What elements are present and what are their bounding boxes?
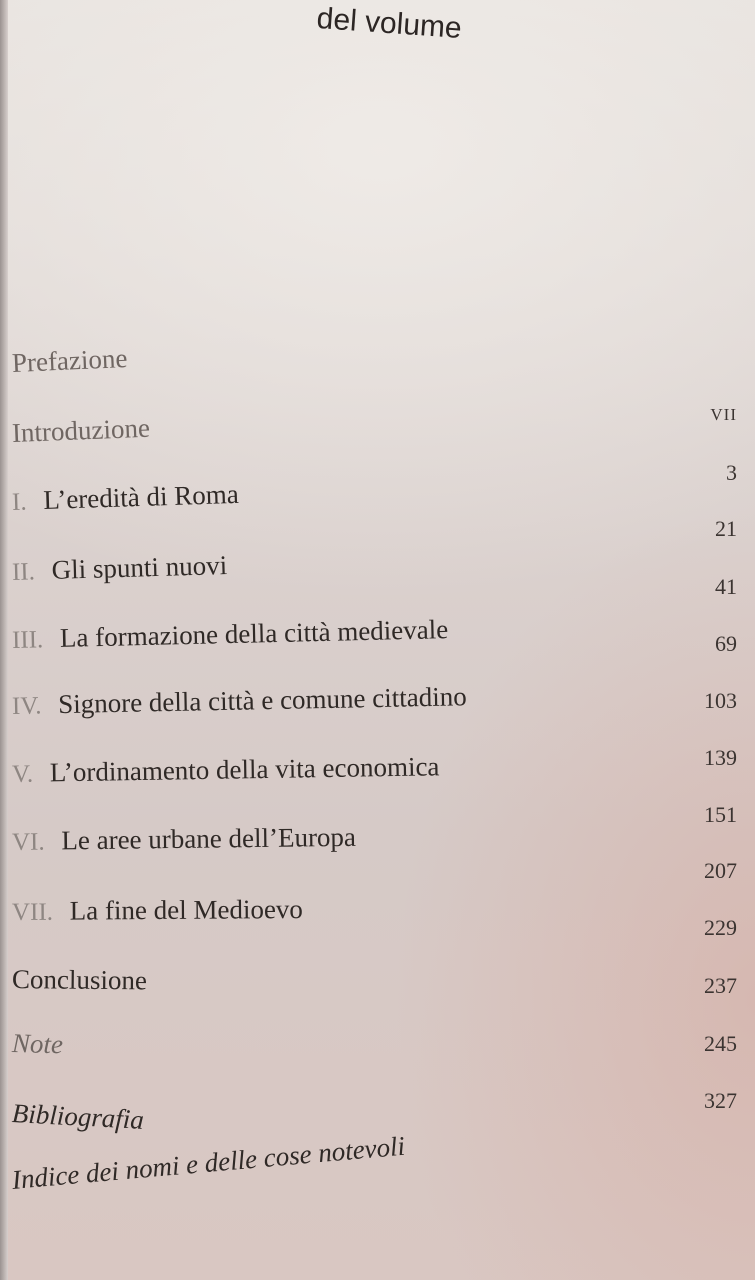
page-number: 151 [704,802,737,827]
toc-entry-chapter-2 [12,550,228,587]
chapter-number: V. [11,760,34,788]
page-number: VII [710,405,737,424]
toc-entry-title: La fine del Medioevo [69,893,303,926]
page-number: 207 [704,858,737,883]
toc-entry-chapter-3 [12,614,449,655]
toc-entry-chapter-6 [12,822,356,857]
page-number: 229 [704,915,737,940]
toc-entry-title: Gli spunti nuovi [51,549,228,585]
page-number: 237 [704,973,737,998]
toc-entry-title: Signore della città e comune cittadino [57,681,467,720]
page-number: 327 [704,1088,737,1113]
page-number: 41 [715,574,737,599]
chapter-number: III. [11,626,44,654]
page-number: 139 [704,745,737,770]
toc-entry-chapter-5 [12,751,440,789]
toc-entry-title: La formazione della città medievale [59,614,449,653]
toc-entry-title: Note [11,1028,64,1060]
toc-entry-title: L’ordinamento della vita economica [49,751,440,788]
toc-entry-chapter-7 [12,894,303,927]
toc-entry-title: Conclusione [11,964,148,996]
chapter-number: II. [11,558,36,586]
page-number: 69 [715,631,737,656]
toc-entry-chapter-1 [12,479,240,517]
toc-entry-title: Bibliografia [11,1098,145,1135]
page-number: 103 [704,688,737,713]
chapter-number: VII. [11,898,54,926]
toc-entry-title: Introduzione [11,412,151,448]
chapter-number: IV. [11,692,42,720]
toc-entry-title: L’eredità di Roma [42,478,240,516]
toc-entry-title: Prefazione [11,342,128,378]
page-number: 245 [704,1031,737,1056]
page-number: 3 [726,460,737,485]
toc-entry-title: Le aree urbane dell’Europa [61,821,357,856]
toc-entry-indice [11,1131,407,1196]
toc-entry-note [12,1028,64,1060]
toc-entry-title: Indice dei nomi e delle cose notevoli [10,1130,407,1195]
chapter-number: VI. [11,828,45,856]
chapter-number: I. [11,488,28,516]
toc-entry-bibliografia [11,1098,144,1136]
toc-entry-introduzione [11,413,150,449]
page-edge-shadow [0,0,8,1280]
toc-entry-prefazione [11,343,128,379]
toc-entry-conclusione [12,964,147,996]
toc-entry-chapter-4 [12,681,467,721]
page-title: del volume [315,2,463,46]
page-number: 21 [715,516,737,541]
